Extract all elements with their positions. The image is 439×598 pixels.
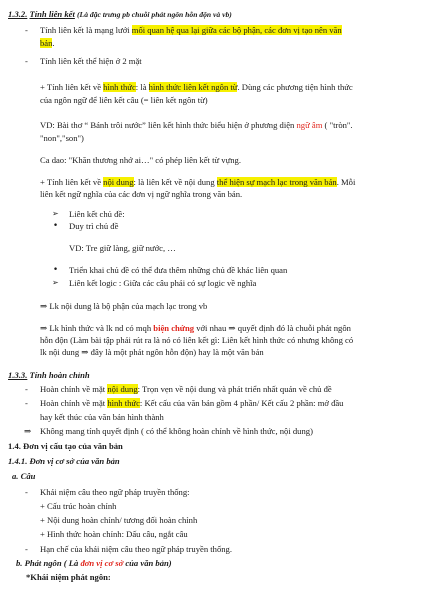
sentence-limitation-item: Hạn chế của khái niệm câu theo ngữ pháp truyền thống. bbox=[40, 544, 232, 554]
arrow-bullet-icon: ➢ bbox=[52, 209, 59, 218]
maintain-topic-item: Duy trì chủ đề bbox=[69, 221, 119, 231]
section-1-3-3-heading bbox=[8, 370, 90, 381]
content-linkage-line-2: liên kết ngữ nghĩa của các đơn vị ngữ nghĩa trong văn bản. bbox=[40, 189, 243, 199]
dot-bullet-icon: • bbox=[53, 221, 59, 231]
highlight-text: hình thức bbox=[103, 82, 136, 92]
highlight-text: hình thức liên kết ngôn từ bbox=[148, 82, 238, 92]
highlight-text: nội dung bbox=[107, 384, 138, 394]
dash-bullet: - bbox=[25, 384, 28, 394]
sentence-form-sub: + Hình thức hoàn chỉnh: Dấu câu, ngắt câu bbox=[40, 529, 188, 539]
highlight-text: mối quan hệ qua lại giữa các bộ phận, các đơn vị tạo nên văn bbox=[131, 25, 342, 35]
sentence-content-sub: + Nội dung hoàn chỉnh/ tương đối hoàn chỉnh bbox=[40, 515, 198, 525]
dialectic-line-3: lk nội dung ⇒ đây là một phát ngôn hỗn độn) hay là một văn bản bbox=[40, 347, 264, 357]
highlight-text: bản bbox=[40, 38, 53, 48]
utterance-concept-label: *Khái niệm phát ngôn: bbox=[26, 572, 111, 582]
red-keyword: ngữ âm bbox=[296, 120, 323, 130]
dash-bullet: - bbox=[25, 25, 28, 35]
dash-bullet: - bbox=[25, 56, 28, 66]
linkage-definition-cont: bản. bbox=[40, 38, 55, 48]
form-completeness-line-2: hay kết thúc của văn bản hình thành bbox=[40, 412, 164, 422]
heading-title: Tính hoàn chỉnh bbox=[29, 370, 90, 380]
form-completeness-item: Hoàn chỉnh về mặt hình thức: Kết cấu của văn bản gồm 4 phần/ Kết cấu 2 phần: mở đầu bbox=[40, 398, 344, 408]
subsection-a-heading: a. Câu bbox=[12, 471, 36, 481]
section-1-4-heading: 1.4. Đơn vị cấu tạo của văn bản bbox=[8, 441, 123, 451]
heading-title: Tính liên kết bbox=[29, 9, 75, 19]
completeness-conclusion: Không mang tính quyết định ( có thể không hoàn chỉnh về hình thức, nội dung) bbox=[40, 426, 313, 436]
section-1-3-2-heading bbox=[8, 9, 232, 20]
heading-number: 1.3.2. bbox=[8, 9, 28, 19]
form-linkage-line-2: của ngôn ngữ để liên kết câu (= liên kết ngôn từ) bbox=[40, 95, 208, 105]
heading-number: 1.3.3. bbox=[8, 370, 28, 380]
highlight-text: hình thức bbox=[107, 398, 140, 408]
content-linkage-conclusion: ⇒ Lk nội dung là bộ phận của mạch lạc trong vb bbox=[40, 301, 208, 311]
form-linkage-line: + Tính liên kết về hình thức: là hình thức liên kết ngôn từ. Dùng các phương tiện hình thức bbox=[40, 82, 353, 92]
highlight-text: thể hiện sự mạch lạc trong văn bản bbox=[216, 177, 337, 187]
dialectic-line: ⇒ Lk hình thức và lk nd có mqh biện chứng với nhau ⇒ quyết định đó là chuỗi phát ngôn bbox=[40, 323, 351, 333]
dash-bullet: - bbox=[25, 544, 28, 554]
bamboo-example: VD: Tre giữ làng, giữ nước, … bbox=[69, 243, 176, 253]
heading-subtitle: (Là đặc trưng pb chuỗi phát ngôn hỗn độn và vb) bbox=[77, 10, 232, 19]
dash-bullet: - bbox=[25, 398, 28, 408]
dash-bullet: - bbox=[25, 487, 28, 497]
red-keyword: biện chứng bbox=[153, 323, 195, 333]
highlight-text: nội dung bbox=[103, 177, 134, 187]
two-aspects-text: Tính liên kết thể hiện ở 2 mặt bbox=[40, 56, 142, 66]
topic-linkage-item: Liên kết chủ đề: bbox=[69, 209, 125, 219]
develop-topic-item: Triển khai chủ đề có thể đưa thêm những chủ đề khác liên quan bbox=[69, 265, 288, 275]
content-linkage-line: + Tính liên kết về nội dung: là liên kết về nội dung thể hiện sự mạch lạc trong văn bản. Mỗi bbox=[40, 177, 356, 187]
dialectic-line-2: hỗn độn (Làm bài tập phải rút ra là nó có liên kết gì: Liên kết hình thức có nhưng không có bbox=[40, 335, 354, 345]
section-1-4-1-heading: 1.4.1. Đơn vị cơ sở của văn bản bbox=[8, 456, 120, 466]
example-poem-line: VD: Bài thơ “ Bánh trôi nước” liên kết hình thức biểu hiện ở phương diện ngữ âm ( "tròn". bbox=[40, 120, 353, 130]
content-completeness-item: Hoàn chỉnh về mặt nội dung: Trọn vẹn về nội dung và phát triển nhất quán về chủ đề bbox=[40, 384, 332, 394]
sentence-structure-sub: + Cấu trúc hoàn chỉnh bbox=[40, 501, 117, 511]
sentence-concept-item: Khái niệm câu theo ngữ pháp truyền thống: bbox=[40, 487, 190, 497]
dot-bullet-icon: • bbox=[53, 265, 59, 275]
folk-verse-example: Ca dao: "Khăn thương nhớ ai…" có phép liên kết từ vựng. bbox=[40, 155, 241, 165]
red-keyword: đơn vị cơ sở bbox=[80, 558, 124, 568]
subsection-b-heading: b. Phát ngôn ( Là đơn vị cơ sở của văn bản) bbox=[16, 558, 172, 568]
arrow-bullet-icon: ➢ bbox=[52, 278, 59, 287]
logic-linkage-item: Liên kết logic : Giữa các câu phải có sự logic về nghĩa bbox=[69, 278, 257, 288]
example-poem-line-2: "non","son") bbox=[40, 133, 84, 143]
double-arrow-icon: ⇒ bbox=[24, 426, 32, 436]
linkage-definition: Tính liên kết là mạng lưới mối quan hệ qua lại giữa các bộ phận, các đơn vị tạo nên văn bbox=[40, 25, 342, 35]
